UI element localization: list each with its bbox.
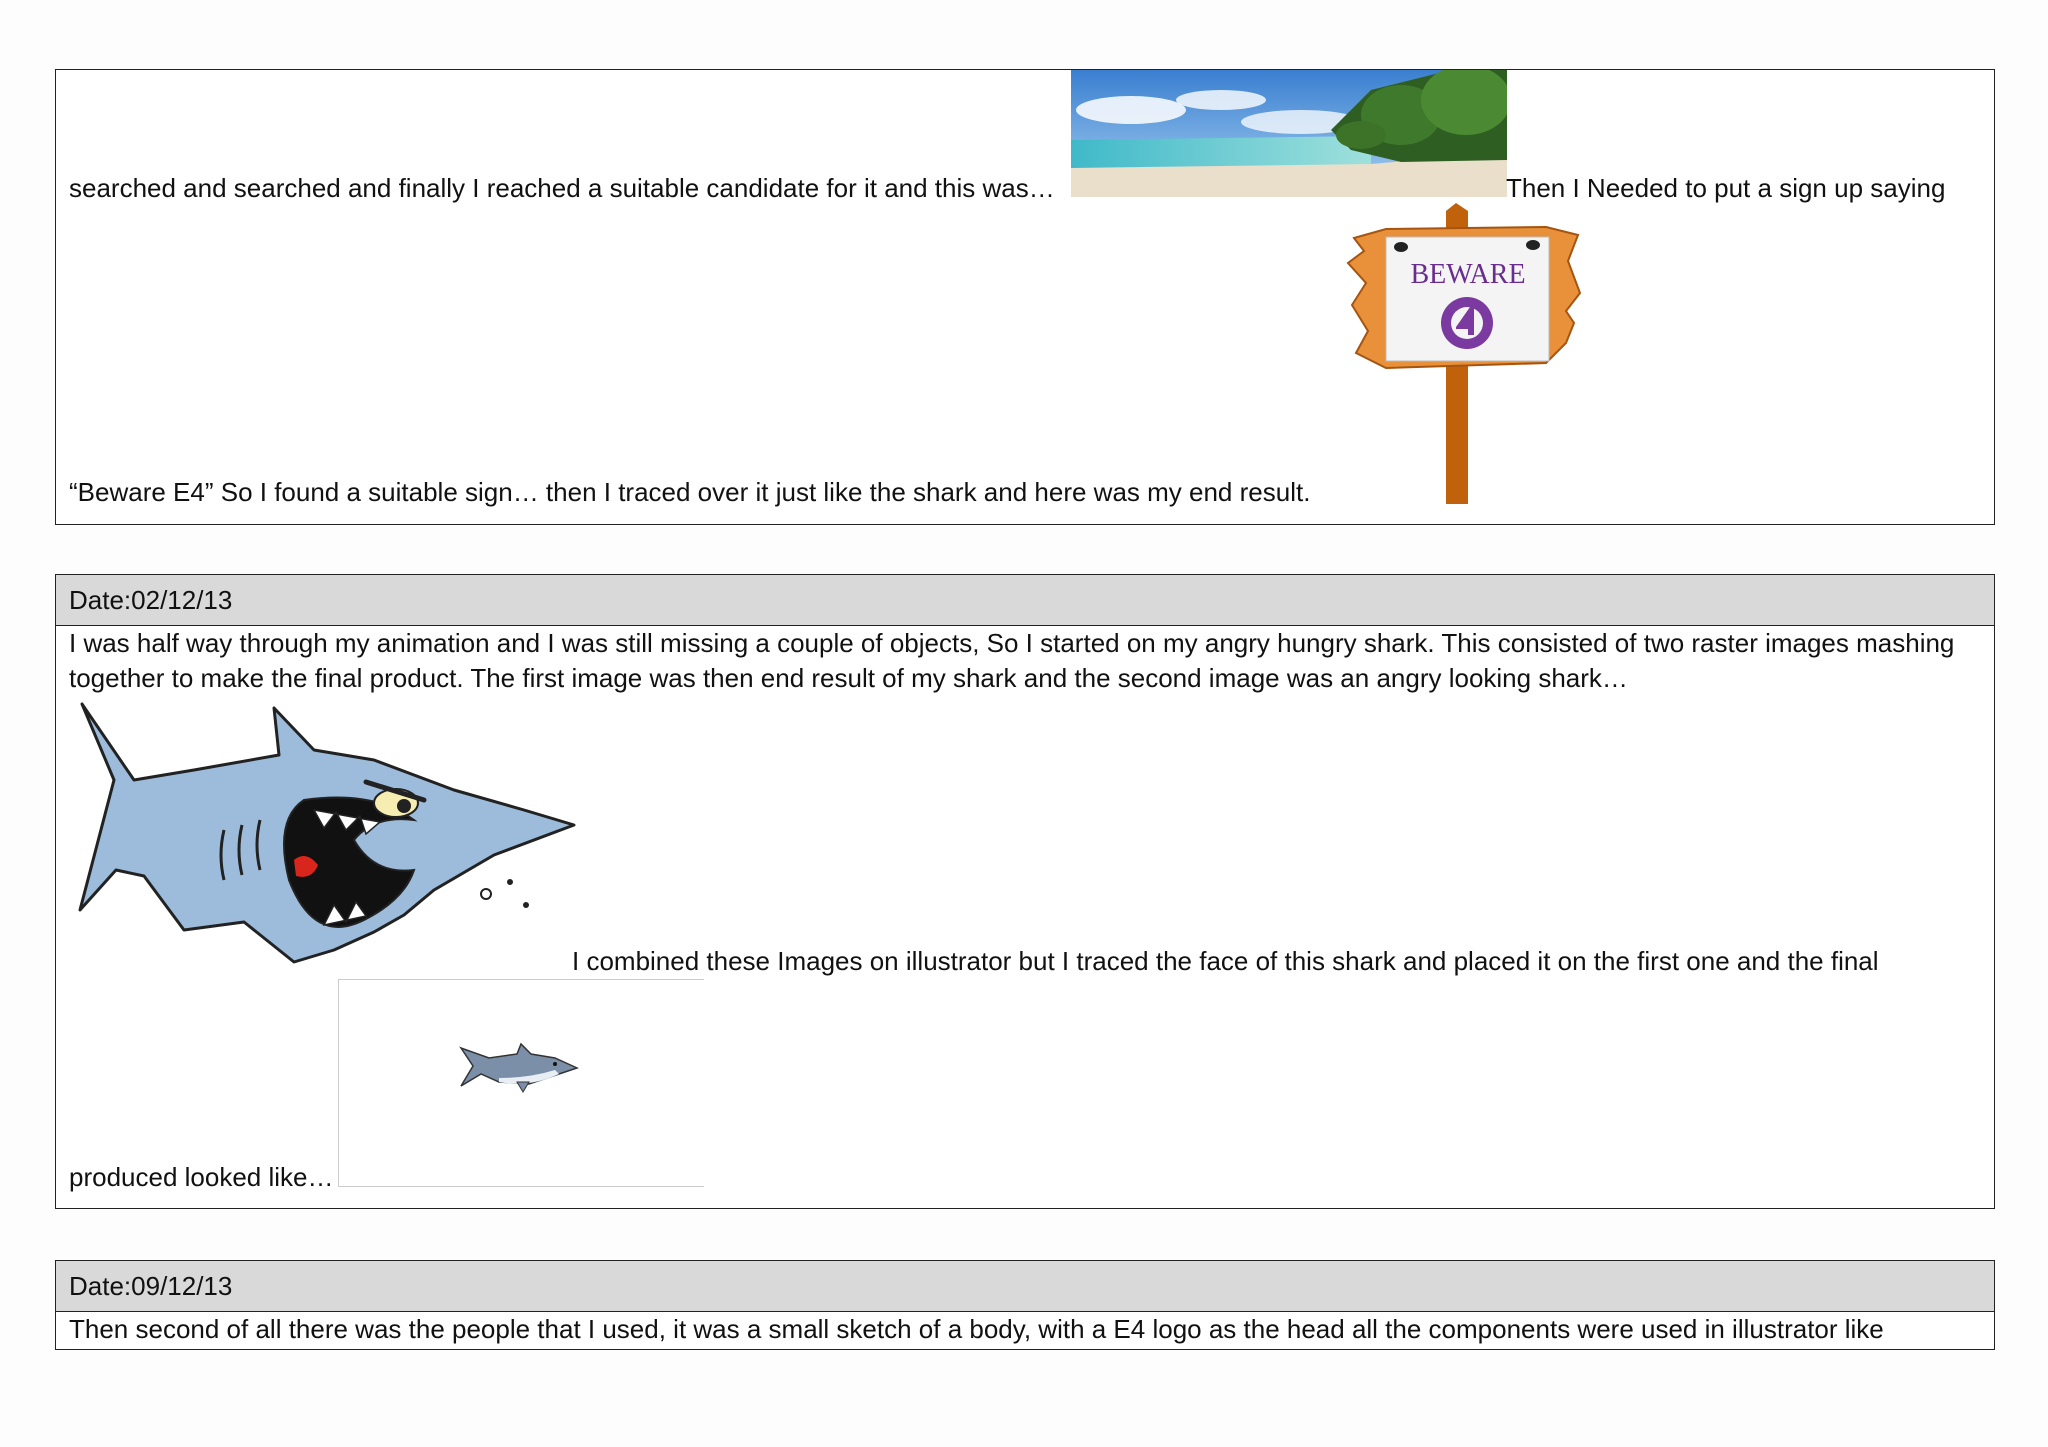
sign-intro-text: Then I Needed to put a sign up saying	[1506, 173, 1946, 203]
final-shark-frame	[338, 979, 704, 1187]
date-header: Date:09/12/13	[56, 1261, 1994, 1312]
people-paragraph: Then second of all there was the people that I used, it was a small sketch of a body, with a E4 logo as the head all the components were used in illustrator like	[69, 1314, 1884, 1344]
shark-intro-paragraph: I was half way through my animation and I was still missing a couple of objects, So I started on my angry hungry shark. This consisted of two raster images mashing together to make the final product. The first image was then end result of my shark and the second image was an angry looking shark…	[69, 628, 1955, 693]
final-result-text: produced looked like…	[69, 1162, 334, 1192]
section-beach-box	[55, 69, 1995, 525]
final-shark-image	[459, 1042, 579, 1096]
beach-photo	[1071, 70, 1507, 197]
section-shark-box	[55, 574, 1995, 1209]
sign-text: BEWARE	[1410, 259, 1526, 290]
beware-e4-sign	[1346, 203, 1581, 504]
date-header: Date:02/12/13	[56, 575, 1994, 626]
e4-logo-icon	[1441, 297, 1493, 349]
section-people-box	[55, 1260, 1995, 1350]
beach-intro-text: searched and searched and finally I reached a suitable candidate for it and this was…	[69, 173, 1055, 203]
combine-text: I combined these Images on illustrator but I traced the face of this shark and placed it on the first one and the final	[572, 946, 1879, 976]
sign-result-text: “Beware E4” So I found a suitable sign… then I traced over it just like the shark and here was my end result.	[69, 477, 1311, 507]
angry-shark-image	[74, 700, 594, 970]
